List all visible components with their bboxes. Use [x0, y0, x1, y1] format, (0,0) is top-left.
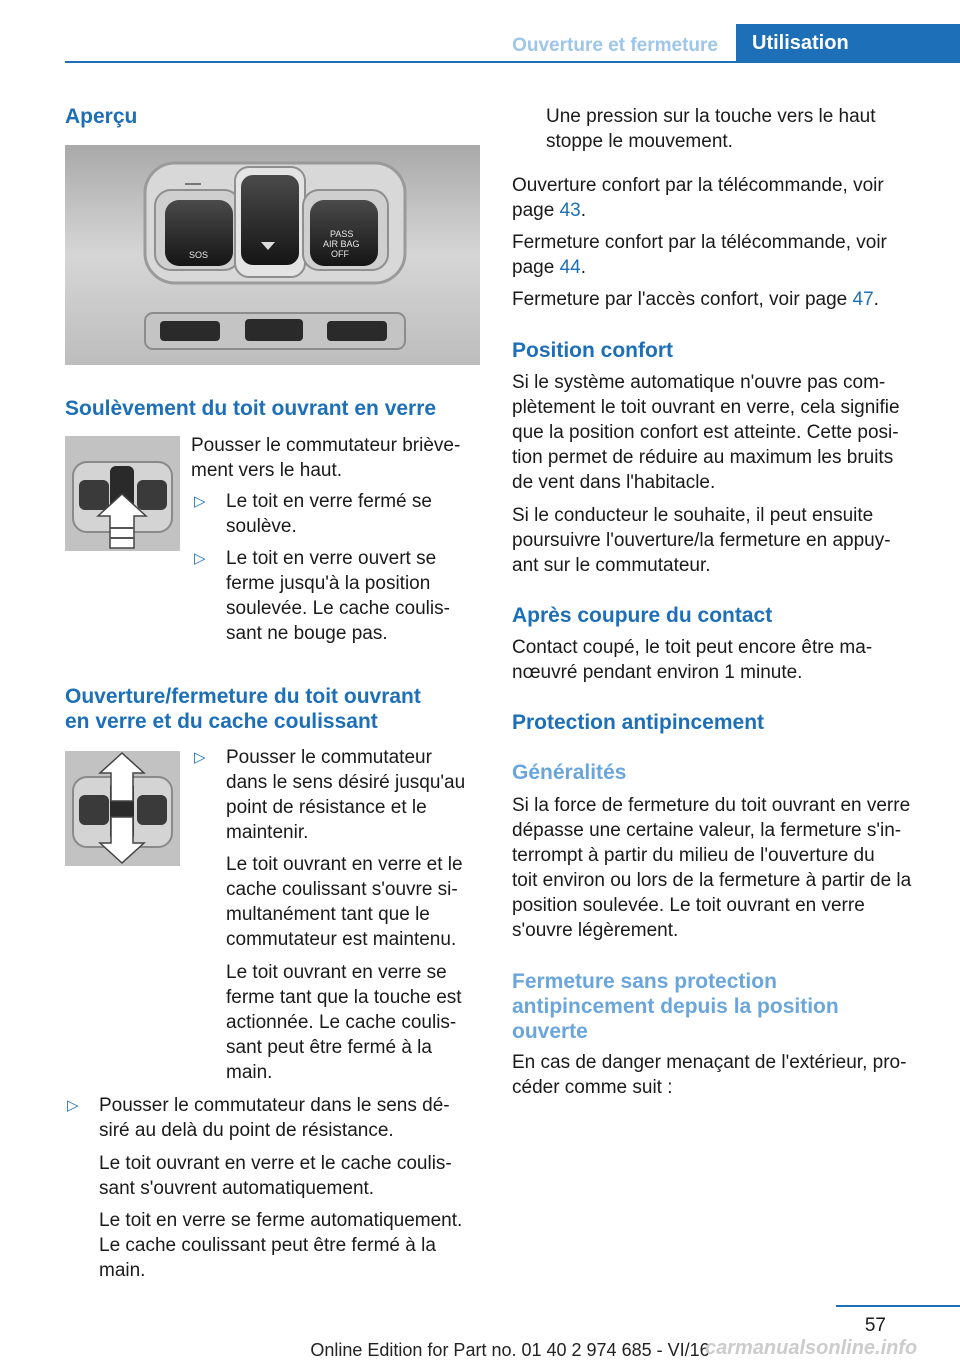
footer-rule: [836, 1305, 960, 1307]
apres-paragraph: Contact coupé, le toit peut encore être ma- nœuvré pendant environ 1 minute.: [512, 637, 873, 683]
protection-paragraph: Si la force de fermeture du toit ouvrant en verre dépasse une certaine valeur, la fermeture s'in- terrompt à partir du milieu de l'ouverture du toit environ ou lors de la fermeture à partir de la position soulevée. Le toit ouvrant en verre s'ouvre légèrement.: [512, 795, 912, 941]
page-number: 57: [864, 1315, 886, 1336]
open-paragraph-3: Le toit ouvrant en verre et le cache coulis- sant s'ouvrent automatiquement.: [99, 1153, 452, 1199]
edition-text: Online Edition for Part no. 01 40 2 974 685 - VI/16: [310, 1340, 710, 1360]
triangle-bullet-icon: ▷: [194, 550, 206, 567]
open-paragraph-1: Le toit ouvrant en verre et le cache coulissant s'ouvre si- multanément tant que le commutateur est maintenu.: [226, 854, 463, 950]
sos-label: SOS: [189, 250, 209, 260]
page-link-43[interactable]: 43: [559, 200, 581, 221]
lift-bullet-2: Le toit en verre ouvert se ferme jusqu'à la position soulevée. Le cache coulis- sant ne bouge pas.: [226, 548, 450, 644]
position-paragraph-2: Si le conducteur le souhaite, il peut ensuite poursuivre l'ouverture/la fermeture en appuy- ant sur le commutateur.: [512, 505, 891, 576]
generalites-heading: Généralités: [512, 761, 627, 784]
switch-lift-image: [65, 436, 180, 551]
apres-coupure-heading: Après coupure du contact: [512, 604, 773, 627]
switch-open-close-image: [65, 751, 180, 866]
triangle-bullet-icon: ▷: [67, 1097, 79, 1114]
page-link-44[interactable]: 44: [559, 257, 581, 278]
continued-paragraph: Une pression sur la touche vers le haut stoppe le mouvement.: [546, 106, 876, 152]
remote-close-paragraph: Fermeture confort par la télécommande, voir page 44.: [512, 232, 887, 278]
remote-open-paragraph: Ouverture confort par la télécommande, voir page 43.: [512, 175, 884, 221]
lift-bullet-1: Le toit en verre fermé se soulève.: [226, 491, 432, 537]
open-paragraph-2: Le toit ouvrant en verre se ferme tant que la touche est actionnée. Le cache coulis- sant peut être fermé à la main.: [226, 962, 462, 1083]
open-bullet-1: Pousser le commutateur dans le sens désiré jusqu'au point de résistance et le maintenir.: [226, 747, 466, 843]
protection-heading: Protection antipincement: [512, 711, 765, 734]
apercu-heading: Aperçu: [65, 105, 138, 128]
open-paragraph-4: Le toit en verre se ferme automatiquement. Le cache coulissant peut être fermé à la main.: [99, 1210, 463, 1281]
header-section-title: Ouverture et fermeture: [512, 34, 718, 56]
position-confort-heading: Position confort: [512, 339, 673, 362]
open-bullet-2: Pousser le commutateur dans le sens dé- siré au delà du point de résistance.: [99, 1095, 450, 1141]
off-label: OFF: [331, 249, 349, 259]
watermark-text: carmanualsonline.info: [705, 1337, 918, 1359]
header-rule: [65, 61, 960, 63]
triangle-bullet-icon: ▷: [194, 493, 206, 510]
page-link-47[interactable]: 47: [852, 289, 874, 310]
airbag-label: AIR BAG: [323, 239, 360, 249]
sans-protection-heading: Fermeture sans protection antipincement depuis la position ouverte: [512, 970, 839, 1043]
overhead-console-image: [65, 145, 480, 365]
triangle-bullet-icon: ▷: [194, 749, 206, 766]
header-chapter-tab: Utilisation: [736, 24, 960, 62]
lift-heading: Soulèvement du toit ouvrant en verre: [65, 397, 437, 420]
position-paragraph-1: Si le système automatique n'ouvre pas com- plètement le toit ouvrant en verre, cela signifie que la position confort est atteinte. Cette posi- tion permet de réduire au maximum les bruits de vent dans l'habitacle.: [512, 372, 900, 493]
sans-protection-paragraph: En cas de danger menaçant de l'extérieur, pro- céder comme suit :: [512, 1052, 907, 1098]
lift-intro: Pousser le commutateur briève- ment vers le haut.: [191, 435, 461, 481]
open-close-heading: Ouverture/fermeture du toit ouvrant en verre et du cache coulissant: [65, 685, 421, 733]
pass-label: PASS: [330, 229, 354, 239]
comfort-access-paragraph: Fermeture par l'accès confort, voir page 47.: [512, 289, 879, 310]
